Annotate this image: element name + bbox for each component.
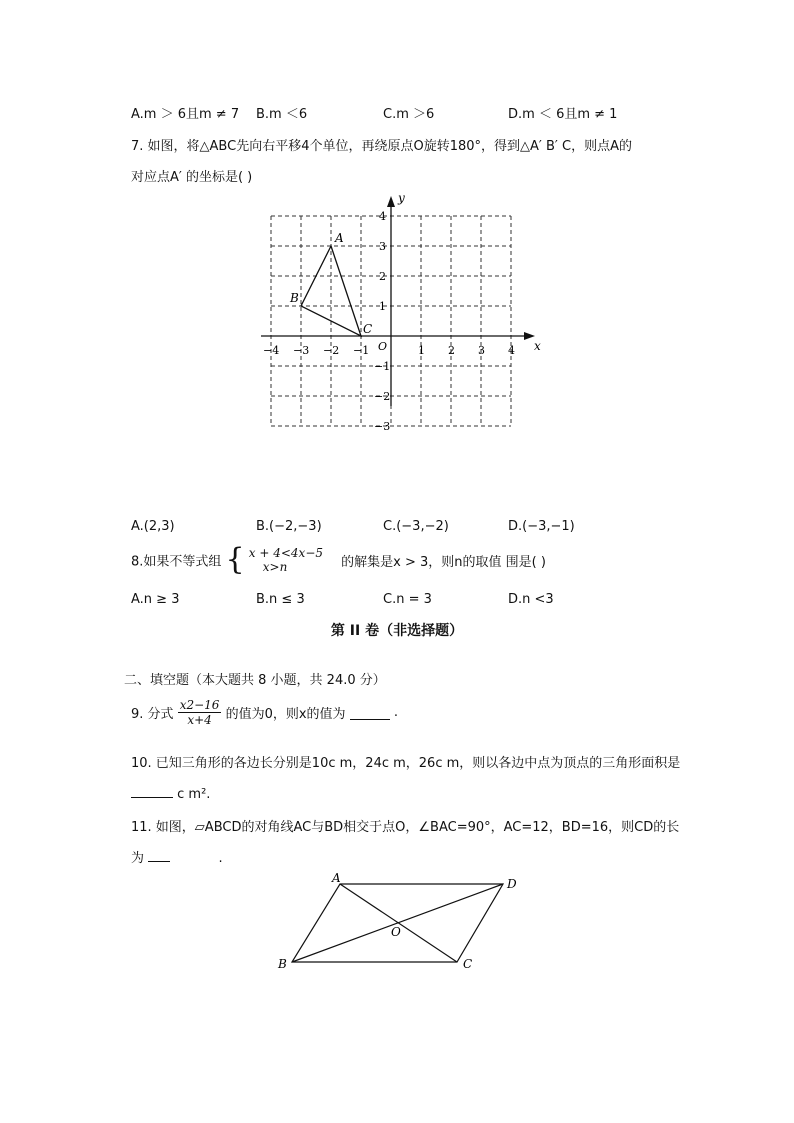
q9-fraction	[178, 698, 222, 727]
q9-stem	[131, 698, 398, 727]
parallelogram-figure	[270, 868, 530, 978]
q8-inequality-2: x>n	[262, 560, 288, 574]
q11-stem-line2	[131, 847, 223, 866]
q7-option-d: D.(−3,−1)	[508, 519, 575, 534]
point-label-b: B	[290, 291, 299, 305]
q6-option-c: C.m ＞6	[383, 107, 435, 122]
diagonal-bd	[292, 884, 503, 962]
coordinate-figure	[250, 185, 550, 455]
x-tick-label: 4	[508, 344, 515, 357]
part2-title: 第 II 卷（非选择题）	[330, 623, 464, 639]
q6-option-a: A.m ＞ 6且m ≠ 7	[131, 107, 240, 122]
section2-heading: 二、填空题（本大题共 8 小题，共 24.0 分）	[124, 673, 386, 688]
q10-answer-blank[interactable]	[131, 783, 173, 798]
q7-option-c: C.(−3,−2)	[383, 519, 449, 534]
x-tick-label: −2	[323, 344, 340, 357]
label-c: C	[463, 957, 473, 971]
x-tick-label: 2	[448, 344, 455, 357]
y-tick-label: 2	[379, 270, 386, 283]
q8-inequality-system	[249, 546, 323, 574]
y-axis-label: y	[398, 191, 405, 205]
x-tick-label: −1	[353, 344, 370, 357]
q6-option-b: B.m ＜6	[256, 107, 308, 122]
x-axis-label: x	[534, 339, 541, 353]
q8-option-b: B.n ≤ 3	[256, 592, 305, 607]
x-tick-label: 3	[478, 344, 485, 357]
q8-inequality-1: x + 4<4x−5	[248, 546, 324, 560]
q8-option-c: C.n = 3	[383, 592, 432, 607]
y-tick-label: 3	[379, 240, 386, 253]
y-tick-label: −2	[374, 390, 391, 403]
q8-option-d: D.n <3	[508, 592, 554, 607]
q9-answer-blank[interactable]	[350, 705, 390, 720]
q10-stem-line2	[131, 783, 210, 802]
q10-unit: c m².	[177, 787, 211, 802]
label-a: A	[332, 871, 341, 885]
q10-stem-line1: 10. 已知三角形的各边长分别是10c m，24c m，26c m，则以各边中点为顶点的三角形面积是	[131, 756, 681, 771]
label-b: B	[278, 957, 287, 971]
q8-option-a: A.n ≥ 3	[131, 592, 180, 607]
q7-stem-line2: 对应点A′ 的坐标是( )	[131, 170, 253, 185]
label-o: O	[391, 925, 401, 939]
q9-prefix: 9. 分式	[131, 707, 174, 722]
point-label-c: C	[363, 322, 373, 336]
q7-option-b: B.(−2,−3)	[256, 519, 322, 534]
point-label-a: A	[335, 231, 344, 245]
x-tick-label: −4	[263, 344, 280, 357]
q9-suffix: 的值为0，则x的值为	[225, 707, 346, 722]
y-tick-label: −3	[374, 420, 391, 433]
y-tick-label: 4	[379, 210, 386, 223]
q7-option-a: A.(2,3)	[131, 519, 175, 534]
q7-stem-line1: 7. 如图，将△ABC先向右平移4个单位，再绕原点O旋转180°，得到△A′ B′ C，则点A的	[131, 139, 632, 154]
q8-stem	[131, 542, 546, 577]
q8-prefix: 8.如果不等式组	[131, 554, 222, 570]
q9-denominator: x+4	[187, 713, 212, 727]
y-tick-label: −1	[374, 360, 391, 373]
x-tick-label: 1	[418, 344, 425, 357]
q9-end: .	[393, 705, 398, 720]
q11-line2-end: .	[218, 851, 223, 866]
q8-brace: {	[225, 542, 245, 577]
y-tick-label: 1	[379, 300, 386, 313]
axes	[261, 196, 535, 406]
q11-line2-prefix: 为	[131, 851, 145, 866]
q8-suffix: 的解集是x > 3，则n的取值 围是( )	[341, 554, 546, 570]
origin-label: O	[378, 340, 388, 353]
label-d: D	[507, 877, 517, 891]
y-axis-arrow	[387, 196, 395, 207]
q9-numerator: x2−16	[179, 698, 220, 712]
x-tick-label: −3	[293, 344, 310, 357]
q11-stem-line1: 11. 如图，▱ABCD的对角线AC与BD相交于点O，∠BAC=90°，AC=12，BD=16，则CD的长	[131, 820, 680, 835]
q6-option-d: D.m ＜ 6且m ≠ 1	[508, 107, 618, 122]
q11-answer-blank[interactable]	[148, 847, 170, 862]
